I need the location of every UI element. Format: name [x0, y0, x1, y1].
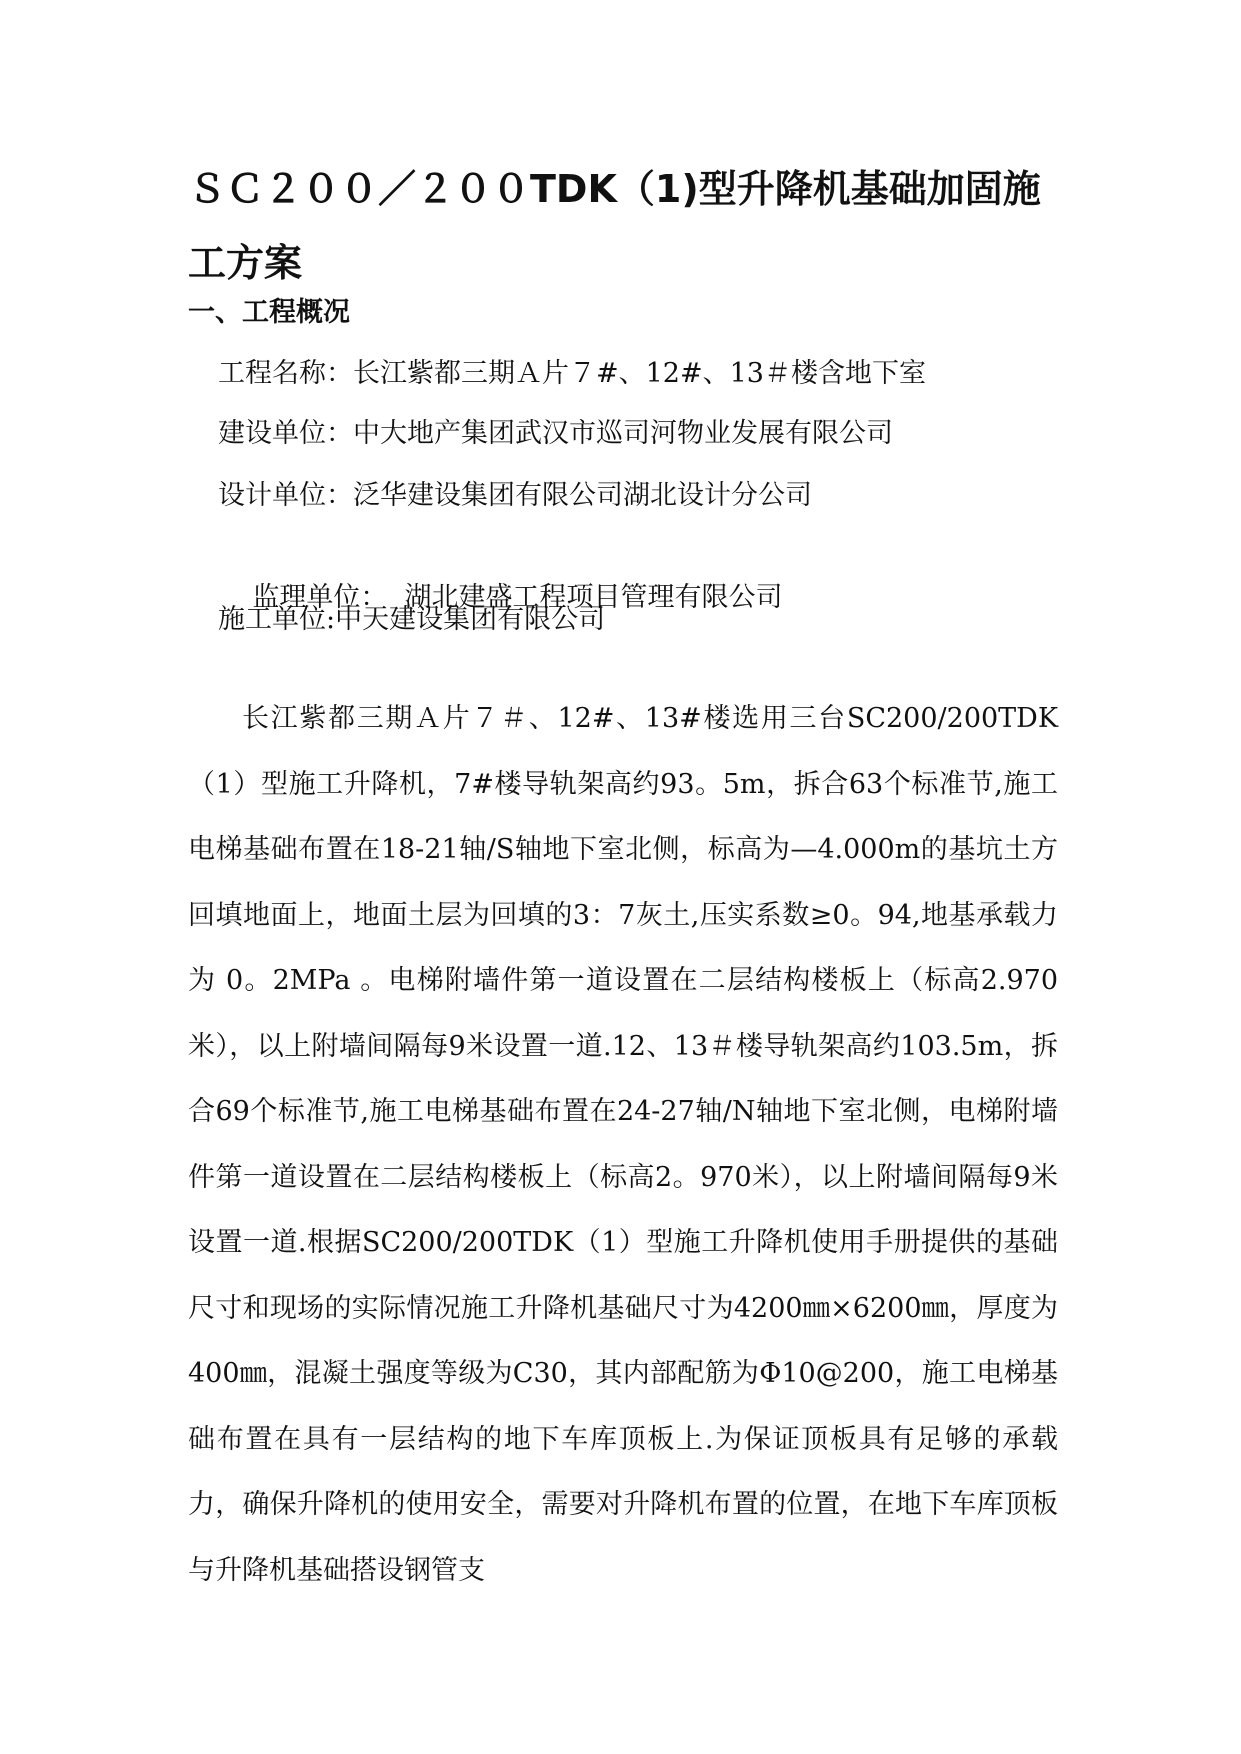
section-heading: 一、工程概况: [188, 297, 350, 328]
info-label: 工程名称：: [218, 358, 353, 389]
info-line-builder-unit: [218, 600, 605, 640]
info-line-supervision-unit: [218, 538, 783, 658]
info-line-project-name: [218, 354, 926, 394]
info-value: 湖北建盛工程项目管理有限公司: [387, 582, 783, 613]
info-line-design-unit: [218, 476, 812, 516]
info-label: 监理单位：: [252, 582, 388, 613]
info-label: 施工单位:: [218, 604, 336, 635]
info-value: 中天建设集团有限公司: [335, 604, 606, 635]
info-value: 泛华建设集团有限公司湖北设计分公司: [353, 480, 812, 511]
info-line-construction-unit: [218, 414, 893, 454]
info-label: 设计单位：: [218, 480, 353, 511]
info-value: 中大地产集团武汉市巡司河物业发展有限公司: [353, 418, 893, 449]
overview-paragraph: 长江紫都三期Ａ片７＃、12#、13#楼选用三台SC200/200TDK（1）型施工升降机，7#楼导轨架高约93。5m，拆合63个标准节,施工电梯基础布置在18-21轴/S轴地下室北侧，标高为—4.000m的基坑土方回填地面上，地面土层为回填的3：7灰土,压实系数≥0。94,地基承载力为 0。2MPa 。电梯附墙件第一道设置在二层结构楼板上（标高2.970米），以上附墙间隔每9米设置一道.12、13＃楼导轨架高约103.5m，拆合69个标准节,施工电梯基础布置在24-27轴/N轴地下室北侧，电梯附墙件第一道设置在二层结构楼板上（标高2。970米），以上附墙间隔每9米设置一道.根据SC200/200TDK（1）型施工升降机使用手册提供的基础尺寸和现场的实际情况施工升降机基础尺寸为4200㎜×6200㎜，厚度为400㎜，混凝土强度等级为C30，其内部配筋为Φ10@200，施工电梯基础布置在具有一层结构的地下车库顶板上.为保证顶板具有足够的承载力，确保升降机的使用安全，需要对升降机布置的位置，在地下车库顶板与升降机基础搭设钢管支: [188, 703, 1058, 1586]
document-title: ＳＣ２００／２００TDK（1)型升降机基础加固施工方案: [188, 167, 1041, 285]
info-label: 建设单位：: [218, 418, 353, 449]
info-value: 长江紫都三期Ａ片７#、12#、13＃楼含地下室: [353, 358, 926, 389]
